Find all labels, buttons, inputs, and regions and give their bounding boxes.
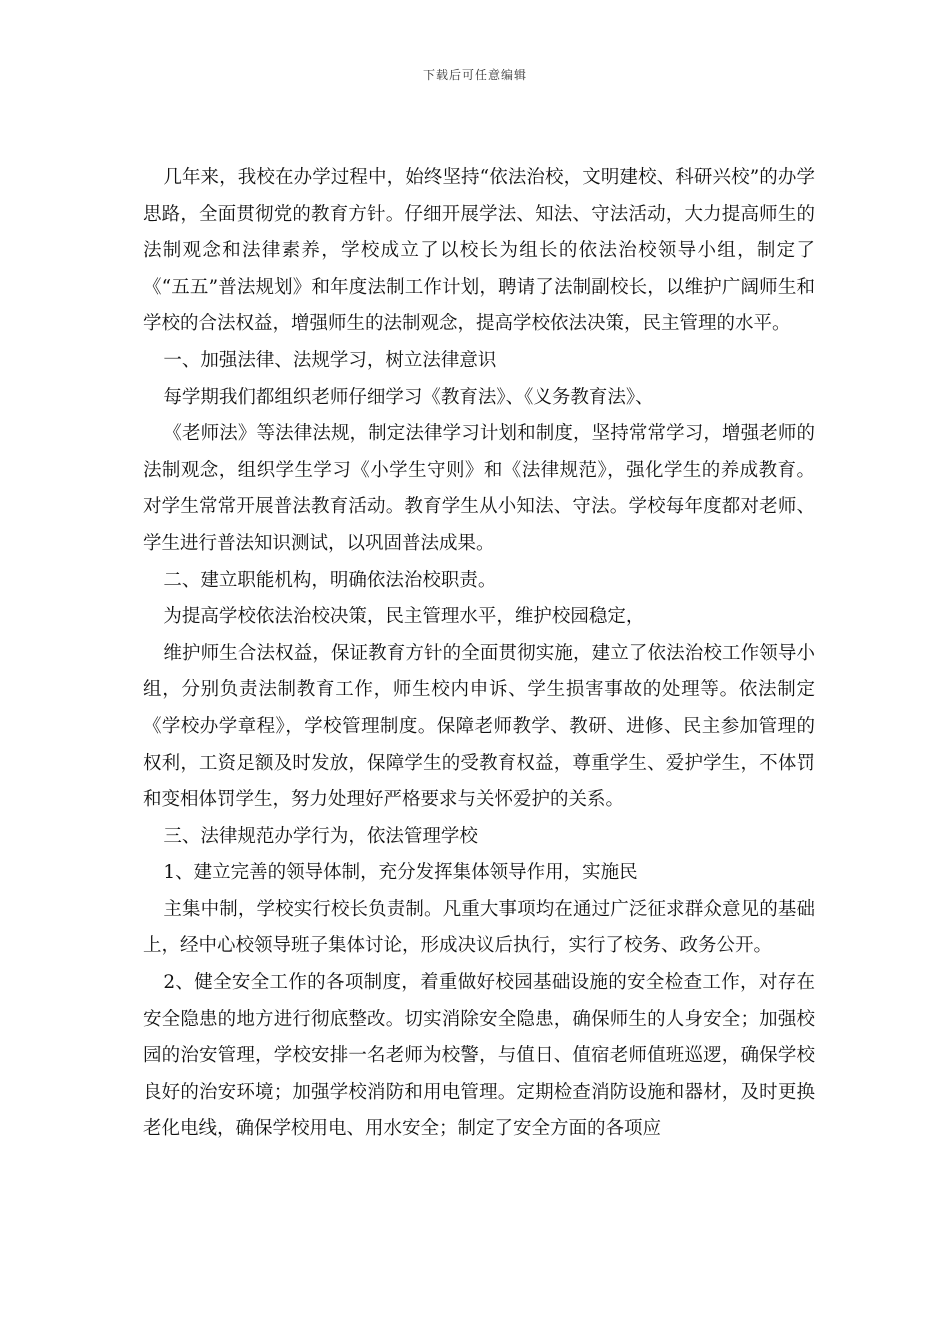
paragraph-decision: 为提高学校依法治校决策，民主管理水平，维护校园稳定， xyxy=(163,606,645,628)
section-heading-1: 一、加强法律、法规学习，树立法律意识 xyxy=(163,349,497,371)
section-heading-3: 三、法律规范办学行为，依法管理学校 xyxy=(163,825,478,847)
paragraph-intro: 几年来，我校在办学过程中，始终坚持“依法治校，文明建校、科研兴校”的办学思路，全面贯彻党的教育方针。仔细开展学法、知法、守法活动，大力提高师生的法制观念和法律素养，学校成立了以校长为组长的依法治校领导小组，制定了《“五五”普法规划》和年度法制工作计划，聘请了法制副校长，以维护广阔师生和学校的合法权益，增强师生的法制观念，提高学校依法决策，民主管理的水平。 xyxy=(143,167,815,335)
paragraph-study-laws: 每学期我们都组织老师仔细学习《教育法》、《义务教育法》、 xyxy=(163,386,654,408)
paragraph-study-laws-cont: 《老师法》等法律法规，制定法律学习计划和制度，坚持常常学习，增强老师的法制观念，组织学生学习《小学生守则》和《法律规范》，强化学生的养成教育。对学生常常开展普法教育活动。教育学生从小知法、守法。学校每年度都对老师、学生进行普法知识测试，以巩固普法成果。 xyxy=(143,423,815,554)
paragraph-item-2: 2、健全安全工作的各项制度，着重做好校园基础设施的安全检查工作，对存在安全隐患的地方进行彻底整改。切实消除安全隐患，确保师生的人身安全；加强校园的治安管理，学校安排一名老师为校警，与值日、值宿老师值班巡逻，确保学校良好的治安环境；加强学校消防和用电管理。定期检查消防设施和器材，及时更换老化电线，确保学校用电、用水安全；制定了安全方面的各项应 xyxy=(143,972,815,1140)
document-body xyxy=(143,160,815,1148)
paragraph-item-1: 1、建立完善的领导体制，充分发挥集体领导作用，实施民 xyxy=(163,862,638,884)
paragraph-item-1-cont: 主集中制，学校实行校长负责制。凡重大事项均在通过广泛征求群众意见的基础上，经中心校领导班子集体讨论，形成决议后执行，实行了校务、政务公开。 xyxy=(143,898,815,957)
paragraph-decision-cont: 维护师生合法权益，保证教育方针的全面贯彻实施，建立了依法治校工作领导小组，分别负责法制教育工作，师生校内申诉、学生损害事故的处理等。依法制定《学校办学章程》，学校管理制度。保障老师教学、教研、进修、民主参加管理的权利，工资足额及时发放，保障学生的受教育权益，尊重学生、爱护学生，不体罚和变相体罚学生，努力处理好严格要求与关怀爱护的关系。 xyxy=(143,642,815,811)
section-heading-2: 二、建立职能机构，明确依法治校职责。 xyxy=(163,569,497,591)
page-header: 下载后可任意编辑 xyxy=(422,68,527,82)
